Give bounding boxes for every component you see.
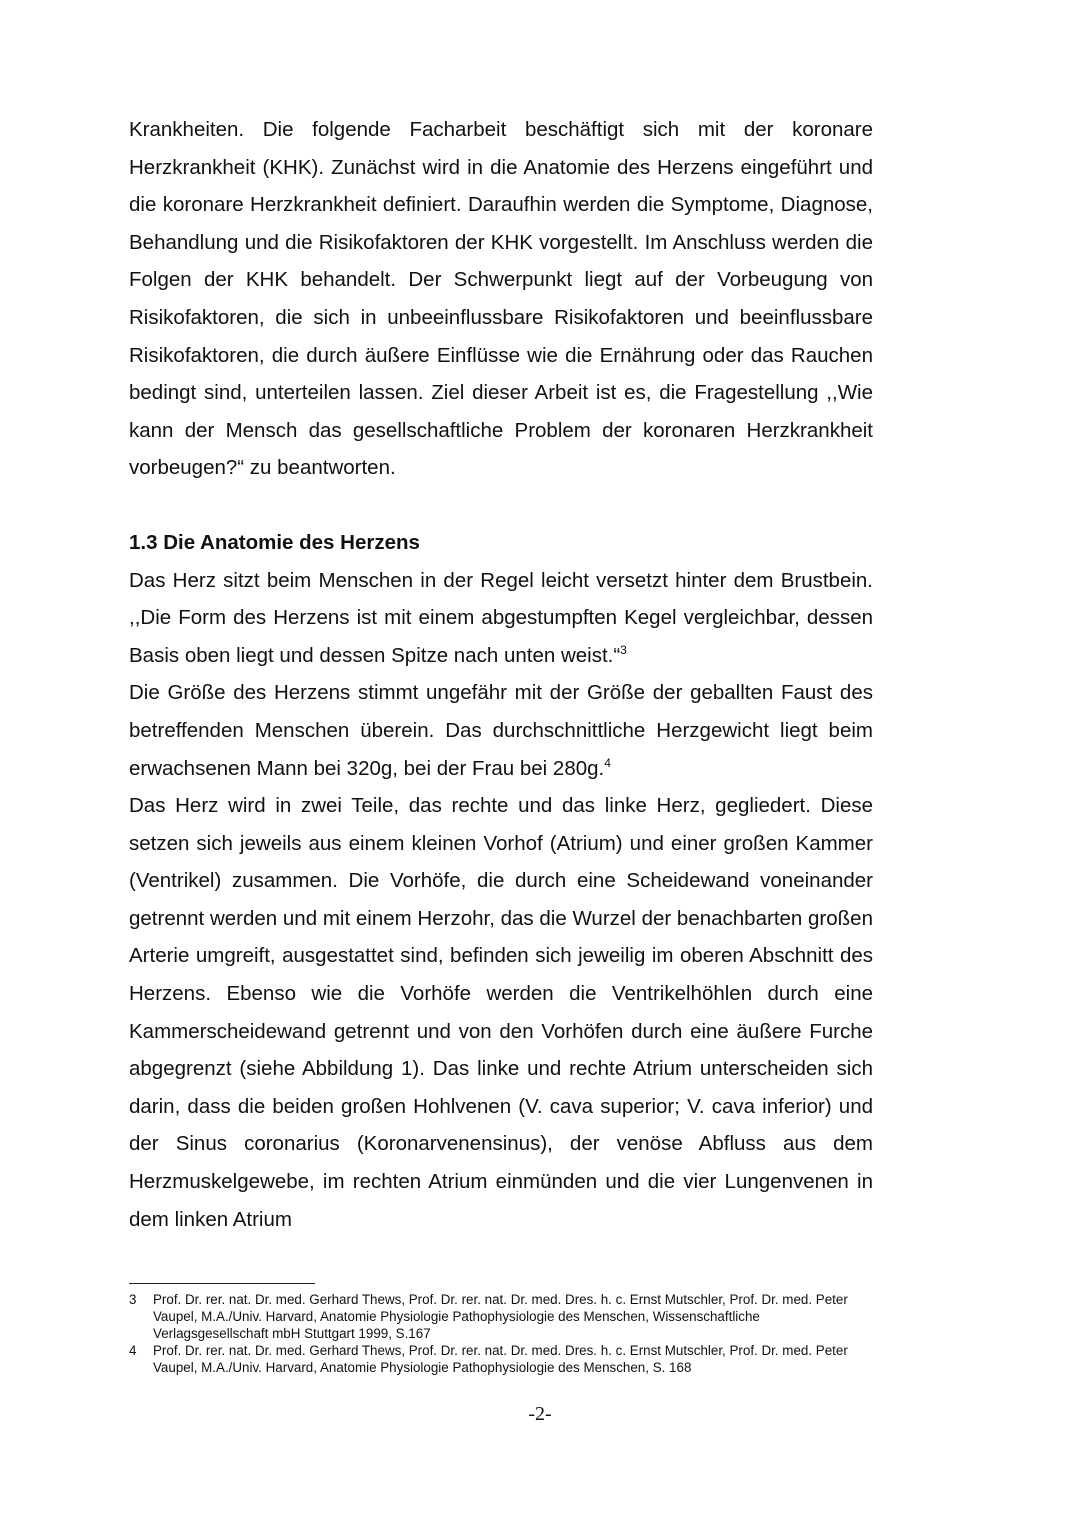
- section-paragraph-1: [129, 562, 873, 675]
- intro-paragraph: Krankheiten. Die folgende Facharbeit beschäftigt sich mit der koronare Herzkrankheit (KHK). Zunächst wird in die Anatomie des Herzens eingeführt und die koronare Herzkrankheit definiert. Daraufhin werden die Symptome, Diagnose, Behandlung und die Risikofaktoren der KHK vorgestellt. Im Anschluss werden die Folgen der KHK behandelt. Der Schwerpunkt liegt auf der Vorbeugung von Risikofaktoren, die sich in unbeeinflussbare Risikofaktoren und beeinflussbare Risikofaktoren, die durch äußere Einflüsse wie die Ernährung oder das Rauchen bedingt sind, unterteilen lassen. Ziel dieser Arbeit ist es, die Fragestellung ,,Wie kann der Mensch das gesellschaftliche Problem der koronaren Herzkrankheit vorbeugen?“ zu beantworten.: [129, 118, 873, 480]
- paragraph-text: Das Herz sitzt beim Menschen in der Regel leicht versetzt hinter dem Brustbein. ,,Die Form des Herzens ist mit einem abgestumpften Kegel vergleichbar, dessen Basis oben liegt und dessen Spitze nach unten weist.“: [129, 568, 873, 667]
- footnote-3: [129, 1291, 873, 1342]
- footnote-reference-4: 4: [604, 755, 611, 770]
- footnote-separator: [129, 1283, 315, 1284]
- paragraph-text: Die Größe des Herzens stimmt ungefähr mit der Größe der geballten Faust des betreffenden Menschen überein. Das durchschnittliche Herzgewicht liegt beim erwachsenen Mann bei 320g, bei der Frau bei 280g.: [129, 681, 873, 780]
- document-body: [129, 111, 873, 1238]
- footnotes: [129, 1291, 873, 1376]
- section-heading: 1.3 Die Anatomie des Herzens: [129, 530, 420, 554]
- section-paragraph-3: Das Herz wird in zwei Teile, das rechte und das linke Herz, gegliedert. Diese setzen sich jeweils aus einem kleinen Vorhof (Atrium) und einer großen Kammer (Ventrikel) zusammen. Die Vorhöfe, die durch eine Scheidewand voneinander getrennt werden und mit einem Herzohr, das die Wurzel der benachbarten großen Arterie umgreift, ausgestattet sind, befinden sich jeweilig im oberen Abschnitt des Herzens. Ebenso wie die Vorhöfe werden die Ventrikelhöhlen durch eine Kammerscheidewand getrennt und von den Vorhöfen durch eine äußere Furche abgegrenzt (siehe Abbildung 1). Das linke und rechte Atrium unterscheiden sich darin, dass die beiden großen Hohlvenen (V. cava superior; V. cava inferior) und der Sinus coronarius (Koronarvenensinus), der venöse Abfluss aus dem Herzmuskelgewebe, im rechten Atrium einmünden und die vier Lungenvenen in dem linken Atrium: [129, 794, 873, 1231]
- footnote-reference-3: 3: [620, 642, 627, 657]
- footnote-text: Prof. Dr. rer. nat. Dr. med. Gerhard Thews, Prof. Dr. rer. nat. Dr. med. Dres. h. c. Ernst Mutschler, Prof. Dr. med. Peter Vaupel, M.A./Univ. Harvard, Anatomie Physiologie Pathophysiologie des Menschen, S. 168: [153, 1343, 848, 1375]
- section-paragraph-2: [129, 674, 873, 787]
- footnote-text: Prof. Dr. rer. nat. Dr. med. Gerhard Thews, Prof. Dr. rer. nat. Dr. med. Dres. h. c. Ernst Mutschler, Prof. Dr. med. Peter Vaupel, M.A./Univ. Harvard, Anatomie Physiologie Pathophysiologie des Menschen, Wissenschaftliche Verlagsgesellschaft mbH Stuttgart 1999, S.167: [153, 1292, 848, 1341]
- page-number: -2-: [528, 1403, 552, 1425]
- footnote-number: 4: [129, 1343, 137, 1358]
- footnote-4: [129, 1342, 873, 1376]
- footnote-number: 3: [129, 1292, 137, 1307]
